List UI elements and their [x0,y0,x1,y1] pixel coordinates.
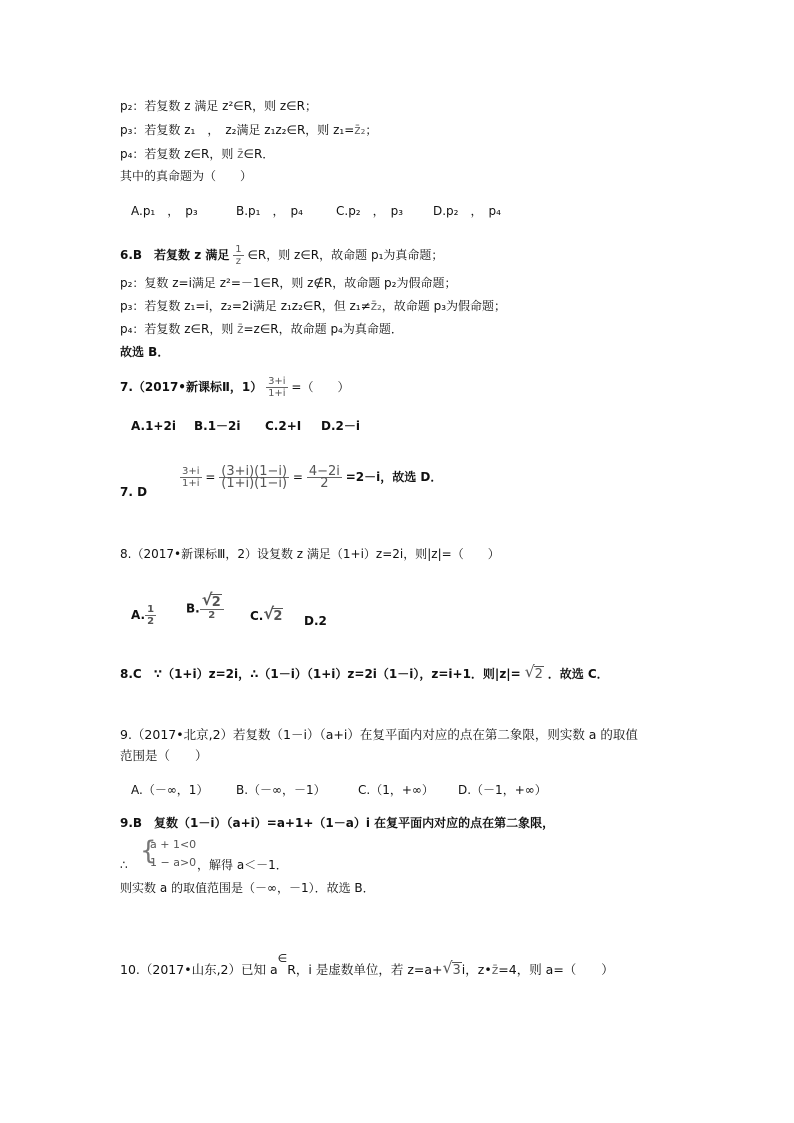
q5-option-d: D.p₂ ， p₄ [433,204,501,218]
sqrt-3: √ 3 [443,963,462,979]
fraction-1-over-z: $\frac{1}{z}$ [235,244,242,267]
q9-option-d: D.（－1，+∞） [458,783,547,797]
statement-p4-text: p₄：若复数 z∈R，则 [120,147,234,161]
sqrt-2-answer: √ 2 [525,667,544,683]
system-eq-1: a + 1<0 [150,838,197,851]
conj-z-q10: z̄ [491,962,499,977]
statement-p3 [120,122,377,138]
question-7 [120,376,349,399]
answer-7-fraction-2: $\frac{(3+i)(1-i)}{(1+i)(1-i)}$ [221,464,288,491]
answer-6-line4 [120,321,403,337]
answer-6-line3-end: ，故命题 p₃为假命题； [381,299,507,313]
q8-option-a: A. $\frac{1}{2}$ [131,604,155,627]
answer-6-prefix: 6.B 若复数 z 满足 [120,248,230,262]
answer-7-expression [180,466,442,489]
q8-option-d: D.2 [304,614,327,628]
answer-7-fraction-3: $\frac{4-2i}{2}$ [308,464,340,491]
conj-z: z̄ [237,147,244,161]
q9-option-b: B.（－∞，－1） [236,783,326,797]
q5-option-b: B.p₁ ， p₄ [236,204,303,218]
system-eq-2: 1 − a>0 [150,856,197,869]
answer-8-text: 8.C ∵（1+i）z=2i，∴（1－i）（1+i）z=2i（1－i），z=i+1．则|z|= [120,667,521,681]
question-7-fraction: $\frac{3+i}{1+i}$ [268,376,286,399]
element-of-symbol: ∈ [277,952,288,965]
question-10: 10.（2017•山东,2）已知 a∈R，i 是虚数单位，若 z=a+√ 3i，z•z̄=4，则 a=（ ） [120,962,614,979]
question-9-line2: 范围是（ ） [120,748,208,763]
answer-7-suffix: =2－i，故选 D． [345,470,443,484]
answer-9-line1: 9.B 复数（1－i）（a+i）=a+1+（1－a）i 在复平面内对应的点在第二象限， [120,816,555,830]
statement-p3-text: p₃：若复数 z₁ ， z₂满足 z₁z₂∈R，则 z₁= [120,123,355,137]
answer-6-line4-end: =z∈R，故命题 p₄为真命题． [243,322,403,336]
answer-6-line3-text: p₃：若复数 z₁=i，z₂=2i满足 z₁z₂∈R，但 z₁≠ [120,299,371,313]
answer-6-line1 [120,244,443,267]
therefore-symbol: ∴ [120,858,128,872]
statement-p4-end: ∈R． [243,147,275,161]
conj-z-b: z̄ [237,322,244,336]
statement-p2: p₂：若复数 z 满足 z²∈R，则 z∈R； [120,99,317,113]
question-9-line1: 9.（2017•北京,2）若复数（1－i）（a+i）在复平面内对应的点在第二象限，则实数 a 的取值 [120,727,638,742]
q9-option-a: A.（－∞，1） [131,783,209,797]
q7-option-b: B.1－2i [194,419,241,433]
q5-option-a: A.p₁ ， p₃ [131,204,198,218]
answer-6-line3 [120,298,506,314]
q8-option-c: C.√ 2 [250,608,283,625]
answer-6-line5: 故选 B． [120,345,170,359]
statement-p3-end: ； [365,123,378,137]
statement-p4 [120,146,274,162]
q8-option-a-fraction: $\frac{1}{2}$ [147,604,155,627]
answer-6-line2: p₂：复数 z=i满足 z²=－1∈R，则 z∉R，故命题 p₂为假命题； [120,276,457,290]
q8-option-b-fraction: √ $\frac{2}{2}$ [200,597,224,621]
question-7-prefix: 7.（2017•新课标Ⅱ，1） [120,380,263,394]
q7-option-c: C.2+I [265,419,302,433]
system-brace: { [140,836,157,866]
conj-z2: z̄₂ [354,123,366,137]
answer-6-suffix: ∈R，则 z∈R，故命题 p₁为真命题； [247,248,444,262]
sqrt-2: √ 2 [263,609,283,625]
answer-8-suffix: ．故选 C． [547,667,609,681]
answer-7-prefix: 7. D [120,485,148,499]
answer-6-line4-text: p₄：若复数 z∈R，则 [120,322,234,336]
answer-7-fraction-1: $\frac{3+i}{1+i}$ [182,466,200,489]
question-8: 8.（2017•新课标Ⅲ，2）设复数 z 满足（1+i）z=2i，则|z|=（ ） [120,547,500,561]
q7-option-a: A.1+2i [131,419,176,433]
question-7-suffix: =（ ） [291,380,350,394]
equals-2: = [292,470,303,484]
answer-9-solution: ，解得 a＜－1． [197,858,288,872]
q9-option-c: C.（1，+∞） [358,783,434,797]
q8-option-b: B. √ $\frac{2}{2}$ [186,597,224,621]
q5-option-c: C.p₂ ， p₃ [336,204,404,218]
conj-z2-b: z̄₂ [370,299,382,313]
q7-option-d: D.2－i [321,419,360,433]
answer-9-line3: 则实数 a 的取值范围是（－∞，－1）．故选 B． [120,881,375,895]
question-prompt: 其中的真命题为（ ） [120,169,253,183]
equals-1: = [205,470,216,484]
answer-8 [120,666,609,683]
